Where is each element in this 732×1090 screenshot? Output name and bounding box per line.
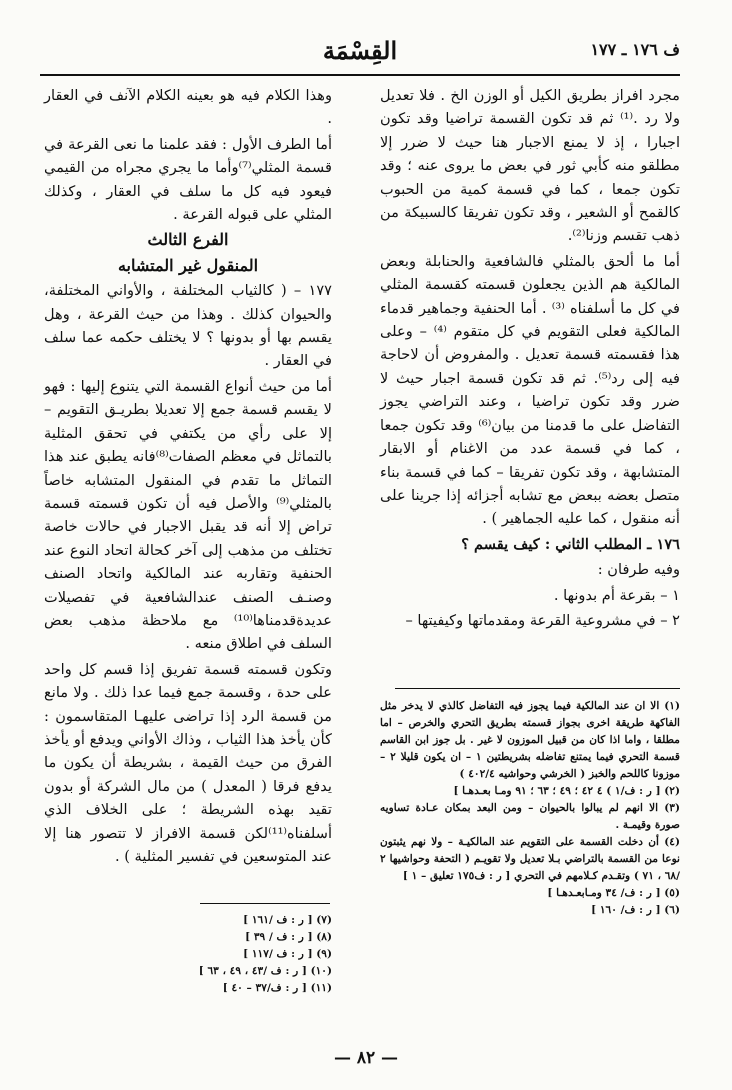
footnote: (٢) [ ر : ف/١ ) ٤ ٤٢ ؛ ٤٩ ؛ ٦٣ ؛ ٩١ ومـا بعـدهـا ] <box>453 785 680 797</box>
page-header <box>40 36 680 76</box>
footnote: (٨) [ ر : ف / ٣٩ ] <box>245 931 332 943</box>
branch-heading: الفرع الثالث <box>147 230 229 250</box>
footnote: (١٠) [ ر : ف /٤٣ ، ٤٩ ، ٦٣ ] <box>198 965 332 977</box>
sub-heading: المنقول غير المتشابه <box>117 255 259 275</box>
footnote-rule <box>200 903 330 904</box>
footnote: (٩) [ ر : ف /١١٧ ] <box>243 948 332 960</box>
paragraph: أما الطرف الأول : فقد علمنا ما نعى القرعة في قسمة المثلي⁽⁷⁾وأما ما يجري مجراه من القيمي فيعود فيه كل ما سلف في العقار ، وكذلك المثلي على قبوله القرعة . <box>44 135 332 224</box>
paragraph: وفيه طرفان : <box>597 561 680 579</box>
left-column <box>44 84 332 870</box>
footnote: (٣) الا انهم لم يبالوا بالحيوان – ومن البعد بمكان عـادة تساويه صورة وقيمـة . <box>380 802 680 831</box>
left-footnotes <box>44 912 332 997</box>
paragraph: وهذا الكلام فيه هو بعينه الكلام الآنف في العقار . <box>44 87 332 128</box>
paragraph: مجرد افراز بطريق الكيل أو الوزن الخ . فلا تعديل ولا رد .⁽¹⁾ ثم قد تكون القسمة تراضيا وقد تكون اجبارا ، إذ لا يمنع الاجبار هنا حيث لا ضرر إلا مطلقو منه كأبي ثور في بعض ما يروى عنه ؛ وقد تكون جمعا ، كما في قسمة كمية من الحبوب كالقمح أو الشعير ، وقد تكون تفريقا كالسبيكة من ذهب تقسم وزنا⁽²⁾. <box>380 87 681 245</box>
footnote: (٤) أن دخلت القسمة على التقويم عند المالكيـة – ولا نهم يثبتون نوعا من القسمة بالتراضي بـلا تعديل ولا تقويـم ( التحفة وحواشيها ٢ /٦٨ ، ٧١ ) وتقـدم كـلامهم في التحري [ ر : ف١٧٥ تعليق – ١ ] <box>380 836 680 882</box>
paragraph: أما من حيث أنواع القسمة التي يتنوع إليها : فهو لا يقسم قسمة جمع إلا تعديلا بطريـق التقويم – إلا على رأي من يكتفي في تحقق المثلية بالتماثل في معظم الصفات⁽⁸⁾فانه يطبق عند هذا التماثل ما تقدم في المنقول المتشابه خاصاً بالمثلي⁽⁹⁾ والأصل فيه أن تكون قسمته قسمة تراض إلا أنه قد يقبل الاجبار في حالات خاصة تختلف من مذهب إلى آخر كحالة اتحاد النوع عند الحنفية وتقاربه عند المالكية واتحاد الصنف وصنـف الصنف عندالشافعية في تفصيلات عديدةقدمناها⁽¹⁰⁾ مع ملاحظة مذهب بعض السلف في اطلاق منعه . <box>44 377 332 653</box>
footnote: (١١) [ ر : ف/٣٧ – ٤٠ ] <box>222 982 332 994</box>
footnote-rule <box>395 688 680 689</box>
footnote: (٧) [ ر : ف /١٦١ ] <box>243 914 332 926</box>
running-title: القِسْمَة <box>322 36 398 65</box>
list-item: ١ – بقرعة أم بدونها . <box>553 586 680 604</box>
right-column <box>380 84 680 634</box>
header-rule <box>40 74 680 76</box>
right-footnotes <box>380 698 680 919</box>
paragraph: أما ما ألحق بالمثلي فالشافعية والحنابلة وبعض المالكية هم الذين يجعلون قسمته كقسمة المثلي في كل ما أسلفناه ⁽³⁾ . أما الحنفية وجماهير قدماء المالكية فعلى التقويم في كل متقوم ⁽⁴⁾ – وعلى هذا فقسمته قسمة تعديل . والمفروض أن لاحاجة فيه إلى رد⁽⁵⁾. ثم قد تكون قسمة اجبار حيث لا ضرر وقد تكون تراضيا ، وعند التراضي يجوز التفاضل على ما قدمنا من بيان⁽⁶⁾ وقد تكون جمعا ، كما في قسمة عدد من الاغنام أو الابقار المتشابهة ، وقد تكون تفريقا – كما في قسمة بناء متصل بعضه ببعض مع تشابه أجزائه إذا جرينا على أنه منقول ، كما عليه الجماهير ) . <box>380 252 680 528</box>
paragraph: وتكون قسمته قسمة تفريق إذا قسم كل واحد على حدة ، وقسمة جمع فيما عدا ذلك . ولا مانع من قسمة الرد إذا تراضى عليهـا المتقاسمون : كأن يأخذ هذا الثياب ، وذاك الأواني ويدفع أو يأخذ الفرق من حيث القيمة ، بشريطة أن يكون ما يدفع فرقا ( المعدل ) من مال الشركة أو بدون تقيد بهذه الشريطة ؛ على الخلاف الذي أسلفناه⁽¹¹⁾لكن قسمة الافراز لا تتصور هنا إلا عند المتوسعين في تفسير المثلية ) . <box>44 660 332 865</box>
footnote: (٦) [ ر : ف/ ١٦٠ ] <box>591 904 680 916</box>
section-heading: ١٧٦ ـ المطلب الثاني : كيف يقسم ؟ <box>461 535 680 553</box>
page-number: — ٨٢ — <box>333 1048 399 1068</box>
paragraph: ١٧٧ – ( كالثياب المختلفة ، والأواني المختلفة، والحيوان كذلك . وهذا من حيث القرعة ، وهل يقسم بها أو بدونها ؟ لا يختلف حكمه عما سلف في العقار . <box>44 282 332 370</box>
footnote: (١) الا ان عند المالكية فيما يجوز فيه التفاضل كالذي لا يدخر مثل الفاكهة طريقة اخرى بجواز قسمته بطريق التحري والخرص – اما مطلقا ، واما اذا كان من قبيل الموزون لا غير . بل جوز ابن القاسم قسمة التحري فيما يمتنع تفاضله بشريطتين ١ – ان يكون قليلا ٢ – موزونا كاللحم والخبز ( الخرشي وحواشيه ٤٠٢/٤ ) <box>380 700 680 780</box>
footnote: (٥) [ ر : ف/ ٣٤ ومـابعـدهـا ] <box>547 887 680 899</box>
section-reference: ف ١٧٦ ـ ١٧٧ <box>590 40 680 59</box>
list-item: ٢ – في مشروعية القرعة ومقدماتها وكيفيتها – <box>405 611 680 629</box>
